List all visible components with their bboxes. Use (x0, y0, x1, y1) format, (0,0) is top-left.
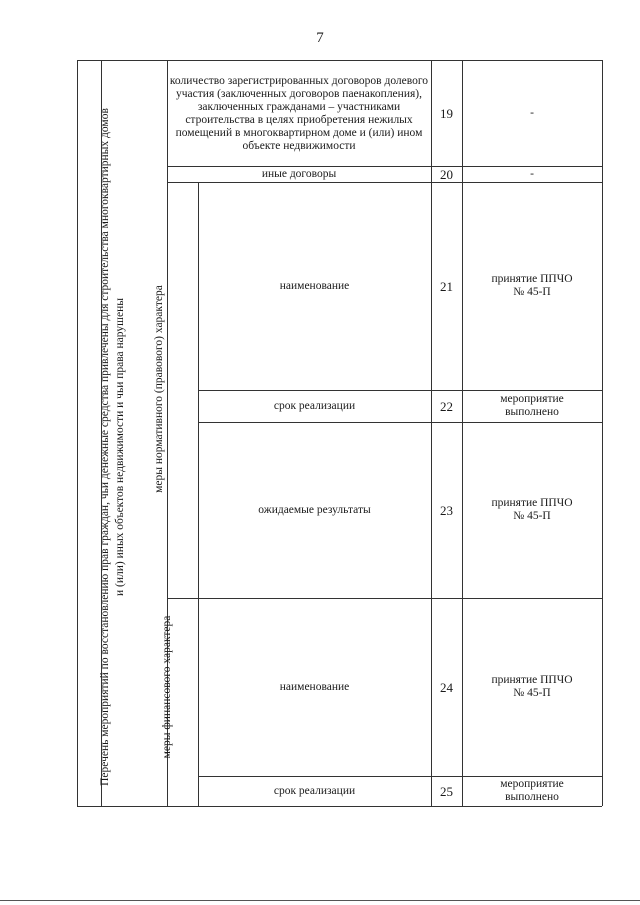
table-cell-number: 20 (440, 166, 453, 182)
table-cell-number: 22 (440, 398, 453, 414)
table-bottom-border (77, 806, 602, 807)
table-cell-value: принятие ППЧО № 45-П (491, 497, 573, 522)
table-cell-value: - (530, 167, 534, 180)
page-bottom-rule (0, 900, 640, 901)
table-cell-label: срок реализации (273, 784, 356, 797)
page-number: 7 (316, 30, 324, 46)
table-cell-label: наименование (279, 279, 350, 292)
table-right-border (602, 60, 603, 806)
table-cell-value: принятие ППЧО № 45-П (491, 674, 573, 699)
normative-measures-label: меры нормативного (правового) характера (152, 285, 165, 493)
table-cell-label: количество зарегистрированных договоров долевого участия (заключенных договоров паенакопления), заключенных гражданами – участниками строительства в целях приобретения нежилых помещений в многоквартирном доме и (или) ином объекте недвижимости (169, 74, 429, 152)
table-cell-value: - (530, 107, 534, 119)
table-cell-label: срок реализации (273, 399, 356, 412)
table-cell-label: иные договоры (261, 167, 337, 180)
table-cell-number: 25 (440, 783, 453, 799)
table-cell-label: наименование (279, 680, 350, 693)
table-cell-number: 23 (440, 502, 453, 518)
table-left-border (77, 60, 78, 806)
table-cell-value: мероприятие выполнено (500, 393, 564, 418)
table-cell-value: мероприятие выполнено (500, 778, 564, 803)
table-cell-label: ожидаемые результаты (258, 503, 371, 516)
table-cell-number: 21 (440, 278, 453, 294)
table-cell-number: 24 (440, 679, 453, 695)
group-title: Перечень мероприятий по восстановлению прав граждан, чьи денежные средства привлечены для строительства многоквартирных домов и (или) иных объектов недвижимости и чьи права нарушены (99, 108, 126, 786)
table-cell-number: 19 (440, 106, 453, 121)
financial-measures-label: меры финансового характера (160, 615, 173, 759)
table-cell-value: принятие ППЧО № 45-П (491, 273, 573, 298)
